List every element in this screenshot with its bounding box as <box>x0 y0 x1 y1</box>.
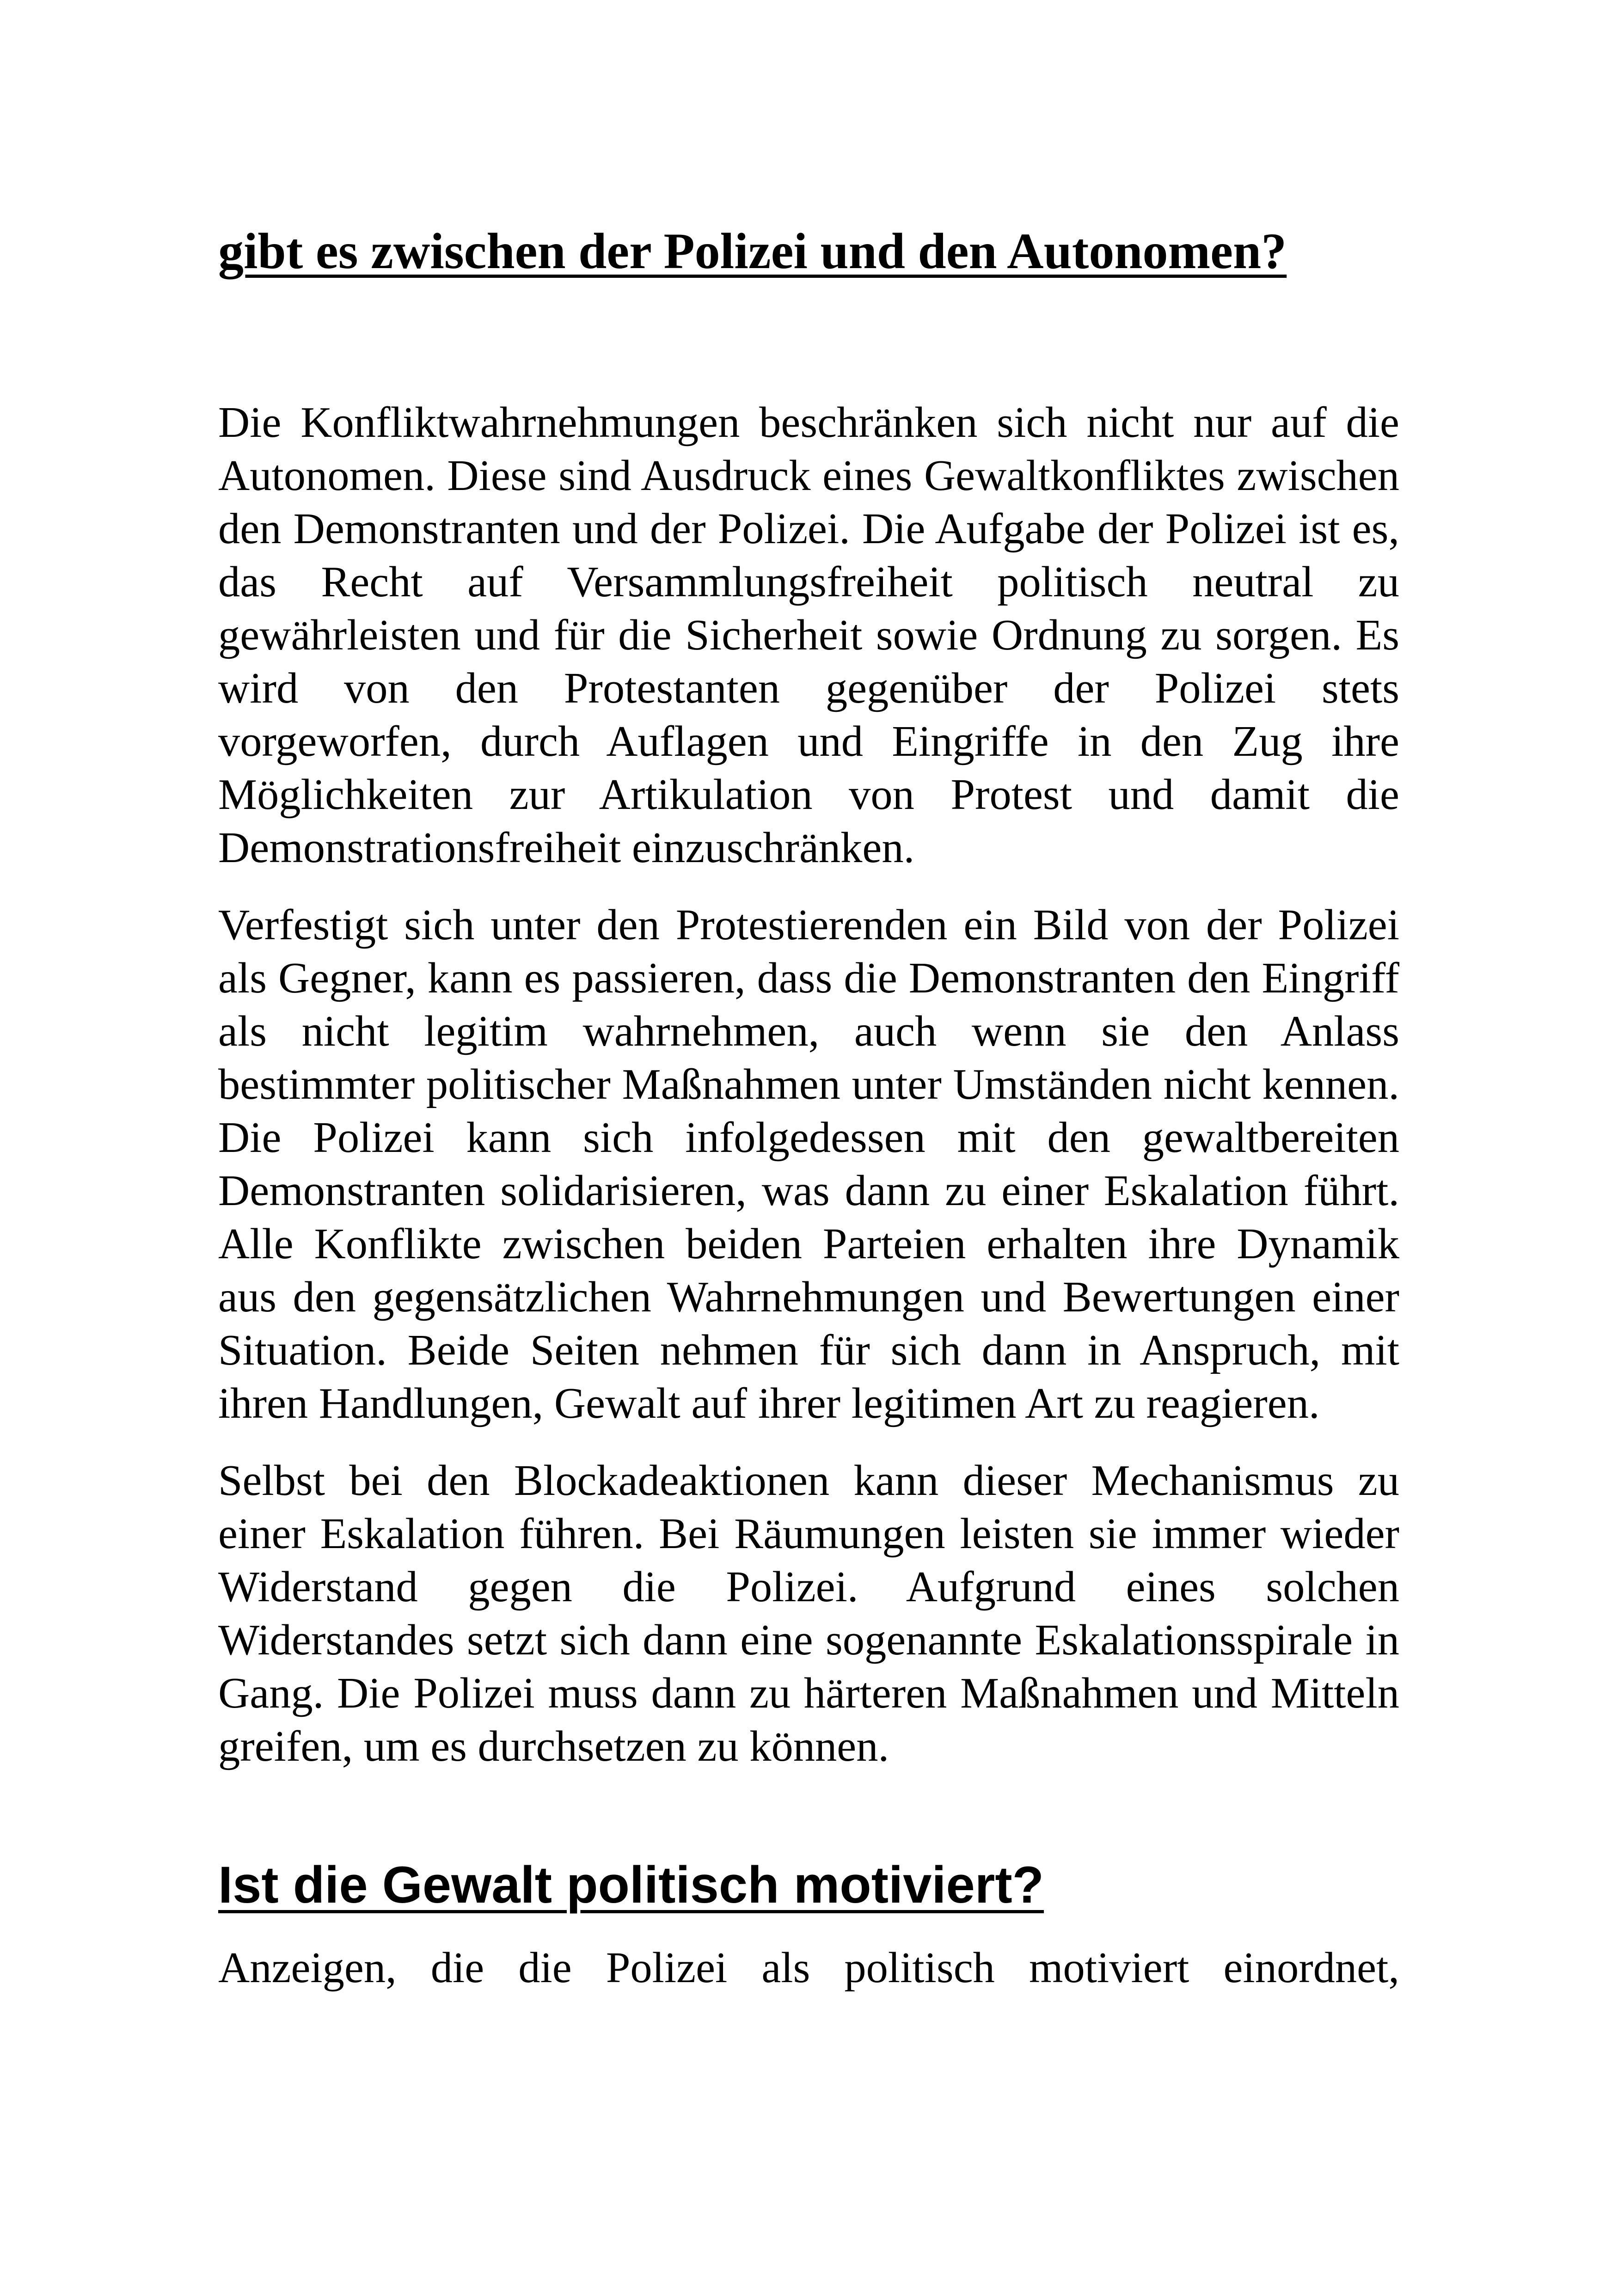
section-heading-continued: gibt es zwischen der Polizei und den Autonomen? <box>218 223 1287 279</box>
document-content <box>218 222 1399 2019</box>
paragraph-blockade-escalation: Selbst bei den Blockadeaktionen kann dieser Mechanismus zu einer Eskalation führen. Bei Räumungen leisten sie immer wieder Widerstand gegen die Polizei. Aufgrund eines solchen Widerstandes setzt sich dann eine sogenannte Eskalationsspirale in Gang. Die Polizei muss dann zu härteren Maßnahmen und Mitteln greifen, um es durchsetzen zu können. <box>218 1456 1399 1770</box>
section-heading-political-motivation: Ist die Gewalt politisch motiviert? <box>218 1855 1044 1914</box>
paragraph-political-reports: Anzeigen, die die Polizei als politisch motiviert einordnet, <box>218 1943 1399 1992</box>
paragraph-conflict-perception: Die Konfliktwahrnehmungen beschränken sich nicht nur auf die Autonomen. Diese sind Ausdruck eines Gewaltkonfliktes zwischen den Demonstranten und der Polizei. Die Aufgabe der Polizei ist es, das Recht auf Versammlungsfreiheit politisch neutral zu gewährleisten und für die Sicherheit sowie Ordnung zu sorgen. Es wird von den Protestanten gegenüber der Polizei stets vorgeworfen, durch Auflagen und Eingriffe in den Zug ihre Möglichkeiten zur Artikulation von Protest und damit die Demonstrationsfreiheit einzuschränken. <box>218 398 1399 872</box>
paragraph-police-as-opponent: Verfestigt sich unter den Protestierenden ein Bild von der Polizei als Gegner, kann es passieren, dass die Demonstranten den Eingriff als nicht legitim wahrnehmen, auch wenn sie den Anlass bestimmter politischer Maßnahmen unter Umständen nicht kennen. Die Polizei kann sich infolgedessen mit den gewaltbereiten Demonstranten solidarisieren, was dann zu einer Eskalation führt. Alle Konflikte zwischen beiden Parteien erhalten ihre Dynamik aus den gegensätzlichen Wahrnehmungen und Bewertungen einer Situation. Beide Seiten nehmen für sich dann in Anspruch, mit ihren Handlungen, Gewalt auf ihrer legitimen Art zu reagieren. <box>218 900 1399 1427</box>
